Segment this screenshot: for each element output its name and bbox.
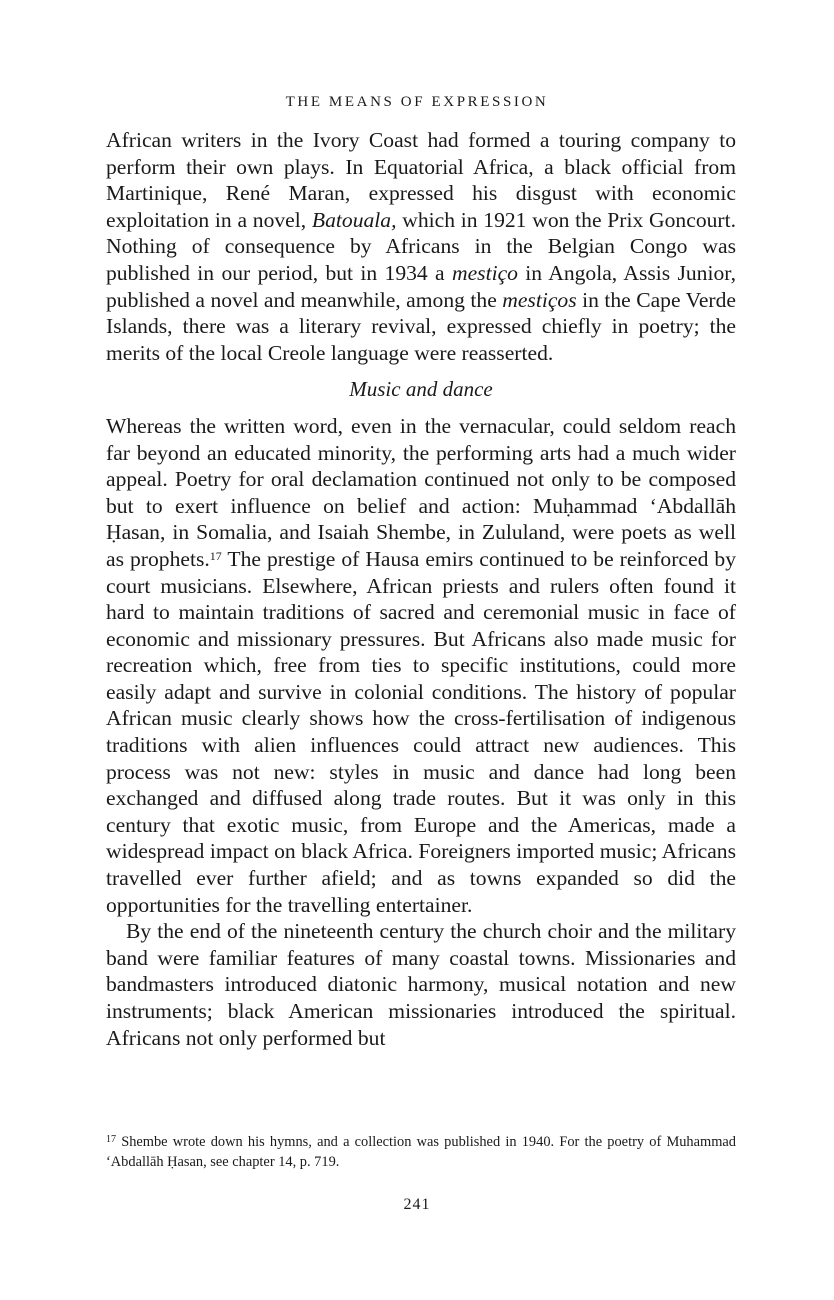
footnote-text: Shembe wrote down his hymns, and a collection was published in 1940. For the poetry of Muhammad ‘Abdallāh Ḥasan, see chapter 14, p. 719. xyxy=(106,1134,736,1170)
footnote-reference: 17 xyxy=(209,548,222,563)
paragraph-performing-arts xyxy=(106,413,736,918)
footnote-number: 17 xyxy=(106,1134,116,1145)
footnotes xyxy=(106,1133,736,1172)
footnote xyxy=(106,1133,736,1172)
text-run: in Angola, Assis Junior, published a novel and meanwhile, among the xyxy=(106,260,737,312)
text-run: African writers in the Ivory Coast had formed a touring company to perform their own plays. In Equatorial Africa, a black official from Martinique, René Maran, expressed his disgust with economic exploitation in a novel, xyxy=(106,128,736,232)
italic-title-batouala: Batouala, xyxy=(311,207,397,232)
running-head: THE MEANS OF EXPRESSION xyxy=(285,94,549,110)
italic-term-mestico: mestiço xyxy=(451,260,518,285)
italic-term-mesticos: mestiços xyxy=(502,287,577,312)
text-run: which in 1921 won the Prix Goncourt. Nothing of consequence by Africans in the Belgian Congo was published in our period, but in 1934 a xyxy=(106,207,736,285)
text-run: Whereas the written word, even in the vernacular, could seldom reach far beyond an educated minority, the performing arts had a much wider appeal. Poetry for oral declamation continued not only to be composed but to exert influence on belief and action: Muḥammad ‘Abdallāh Ḥasan, in Somalia, and Isaiah Shembe, in Zululand, were poets as well as prophets. xyxy=(106,413,736,571)
text-run: The prestige of Hausa emirs continued to be reinforced by court musicians. Elsewhere, African priests and rulers often found it hard to maintain traditions of sacred and ceremonial music in face of economic and missionary pressures. But Africans also made music for recreation which, free from ties to specific institutions, could more easily adapt and survive in colonial conditions. The history of popular African music clearly shows how the cross-fertilisation of indigenous traditions with alien influences could attract new audiences. This process was not new: styles in music and dance had long been exchanged and diffused along trade routes. But it was only in this century that exotic music, from Europe and the Americas, made a widespread impact on black Africa. Foreigners imported music; Africans travelled ever further afield; and as towns expanded so did the opportunities for the travelling entertainer. xyxy=(106,546,736,917)
text-run: in the Cape Verde Islands, there was a literary revival, expressed chiefly in poetry; the merits of the local Creole language were reasserted. xyxy=(106,287,736,365)
paragraph-literature xyxy=(106,127,736,366)
section-heading: Music and dance xyxy=(349,377,493,402)
page-number: 241 xyxy=(403,1196,431,1213)
body-text xyxy=(106,127,736,1051)
paragraph-church-choir: By the end of the nineteenth century the church choir and the military band were familiar features of many coastal towns. Missionaries and bandmasters introduced diatonic harmony, musical notation and new instruments; black American missionaries introduced the spiritual. Africans not only performed but xyxy=(106,919,736,1050)
